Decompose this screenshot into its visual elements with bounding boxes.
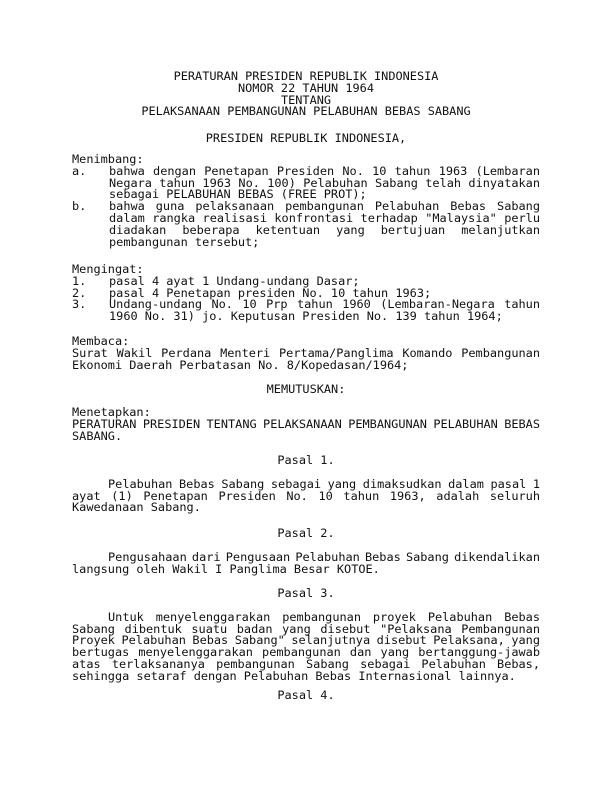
text-line: Proyek Pelabuhan Bebas Sabang" selanjutnya disebut Pelaksana, yang xyxy=(72,633,540,648)
text-line: Pengusahaan dari Pengusaan Pelabuhan Bebas Sabang dikendalikan xyxy=(108,549,540,564)
mengingat-section xyxy=(72,264,540,323)
text-line: Ekonomi Daerah Perbatasan No. 8/Kopedasan/1964; xyxy=(72,357,409,372)
text-line: Undang-undang No. 10 Prp tahun 1960 (Lembaran-Negara tahun xyxy=(109,297,540,312)
section-label: Menimbang: xyxy=(72,152,144,166)
title-line: PERATURAN PRESIDEN REPUBLIK INDONESIA xyxy=(173,69,439,83)
item-mark: 2. xyxy=(72,285,87,300)
text-line: Sabang dibentuk suatu badan yang disebut "Pelaksana Pembangunan xyxy=(72,621,540,636)
text-line: bahwa dengan Penetapan Presiden No. 10 tahun 1963 (Lembaran xyxy=(109,163,540,178)
title-line: NOMOR 22 TAHUN 1964 xyxy=(237,80,375,95)
title-line: TENTANG xyxy=(280,92,332,107)
item-mark: 3. xyxy=(72,297,87,312)
text-line: sebagai PELABUHAN BEBAS (FREE PROT); xyxy=(109,187,367,202)
subtitle: PRESIDEN REPUBLIK INDONESIA, xyxy=(205,131,407,145)
text-line: 1960 No. 31) jo. Keputusan Presiden No. 139 tahun 1964; xyxy=(109,309,503,324)
section-label: Mengingat: xyxy=(72,262,144,276)
text-line: atas terlaksananya pembangunan Sabang sebagai Pelabuhan Bebas, xyxy=(72,656,540,671)
text-line: pasal 4 ayat 1 Undang-undang Dasar; xyxy=(109,273,360,288)
article-title: Pasal 4. xyxy=(277,688,335,702)
text-line: ayat (1) Penetapan Presiden No. 10 tahun 1963, adalah seluruh xyxy=(72,488,540,503)
section-label: Membaca: xyxy=(72,334,130,348)
article-title: Pasal 3. xyxy=(277,586,335,600)
text-line: bahwa guna pelaksanaan pembangunan Pelabuhan Bebas Sabang xyxy=(109,199,540,214)
text-line: Negara tahun 1963 No. 100) Pelabuhan Sabang telah dinyatakan xyxy=(109,175,540,190)
text-line: sehingga setaraf dengan Pelabuhan Bebas Internasional lainnya. xyxy=(72,668,516,683)
item-mark: 1. xyxy=(72,273,87,288)
list-item xyxy=(72,299,540,323)
list-item xyxy=(72,163,540,202)
pasal-3 xyxy=(72,588,540,683)
text-line: pembangunan tersebut; xyxy=(109,234,260,249)
pasal-1 xyxy=(72,455,540,514)
text-line: Untuk menyelenggarakan pembangunan proyek Pelabuhan Bebas xyxy=(108,609,540,624)
text-line: pasal 4 Penetapan presiden No. 10 tahun 1963; xyxy=(109,285,432,300)
text-line: PERATURAN PRESIDEN TENTANG PELAKSANAAN PEMBANGUNAN PELABUHAN BEBAS xyxy=(72,416,540,431)
pasal-2 xyxy=(72,528,540,575)
text-line: Pelabuhan Bebas Sabang sebagai yang dimaksudkan dalam pasal 1 xyxy=(108,476,540,491)
memutuskan-heading: MEMUTUSKAN: xyxy=(266,382,346,396)
text-line: SABANG. xyxy=(72,428,123,443)
text-line: bertugas menyelenggarakan pembangunan dan yang bertanggung-jawab xyxy=(72,645,540,660)
section-label: Menetapkan: xyxy=(72,405,151,419)
text-line: dalam rangka realisasi konfrontasi terhadap "Malaysia" perlu xyxy=(109,210,540,225)
membaca-section xyxy=(72,336,540,371)
item-mark: a. xyxy=(72,163,87,178)
title-line: PELAKSANAAN PEMBANGUNAN PELABUHAN BEBAS SABANG xyxy=(141,104,471,119)
text-line: Kawedanaan Sabang. xyxy=(72,500,201,515)
menimbang-section xyxy=(72,154,540,248)
list-item xyxy=(72,201,540,248)
item-mark: b. xyxy=(72,199,87,214)
text-line: diadakan beberapa ketentuan yang bertujuan melanjutkan xyxy=(109,222,540,237)
document-title xyxy=(72,71,540,118)
text-line: langsung oleh Wakil I Panglima Besar KOTOE. xyxy=(72,561,380,576)
menetapkan-section xyxy=(72,407,540,442)
article-title: Pasal 1. xyxy=(277,453,335,467)
text-line: Surat Wakil Perdana Menteri Pertama/Panglima Komando Pembangunan xyxy=(72,345,540,360)
article-title: Pasal 2. xyxy=(277,526,335,540)
